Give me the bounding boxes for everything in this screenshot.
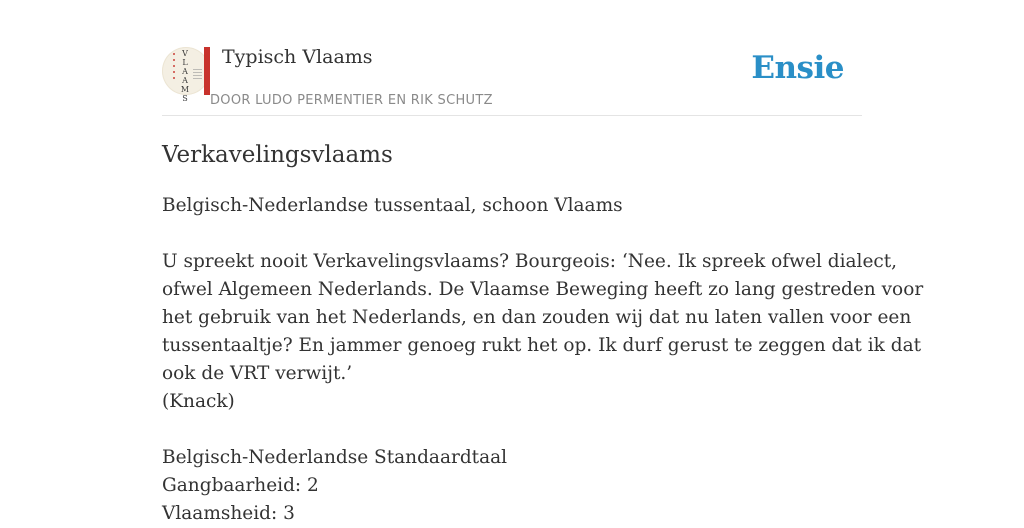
gangbaarheid-rating: Gangbaarheid: 2 [162, 475, 319, 496]
vlaamsheid-rating: Vlaamsheid: 3 [162, 503, 295, 524]
entry-metadata [162, 444, 862, 528]
quote-source: (Knack) [162, 391, 235, 412]
quote-line: het gebruik van het Nederlands, en dan zouden wij dat nu laten vallen voor een [162, 307, 912, 328]
logo-accent-dots [173, 53, 175, 83]
logo-text-lines [193, 69, 202, 79]
ensie-logo-link[interactable]: Ensie [751, 50, 844, 86]
entry-title: Verkavelingsvlaams [162, 142, 393, 168]
quote-line: ofwel Algemeen Nederlands. De Vlaamse Beweging heeft zo lang gestreden voor [162, 279, 924, 300]
quote-line: ook de VRT verwijt.’ [162, 363, 353, 384]
standard-language-label: Belgisch-Nederlandse Standaardtaal [162, 447, 508, 468]
book-cover-logo[interactable] [162, 47, 210, 103]
book-title[interactable]: Typisch Vlaams [222, 46, 373, 68]
logo-red-band [204, 47, 210, 95]
book-header [162, 40, 862, 116]
entry-quote [162, 248, 924, 416]
quote-line: U spreekt nooit Verkavelingsvlaams? Bourgeois: ‘Nee. Ik spreek ofwel dialect, [162, 251, 898, 272]
entry-content [162, 138, 924, 528]
book-authors: DOOR LUDO PERMENTIER EN RIK SCHUTZ [210, 93, 493, 108]
logo-lettering: V L A A M S [180, 49, 190, 103]
entry-subtitle: Belgisch-Nederlandse tussentaal, schoon Vlaams [162, 195, 623, 216]
quote-line: tussentaaltje? En jammer genoeg rukt het op. Ik durf gerust te zeggen dat ik dat [162, 335, 922, 356]
